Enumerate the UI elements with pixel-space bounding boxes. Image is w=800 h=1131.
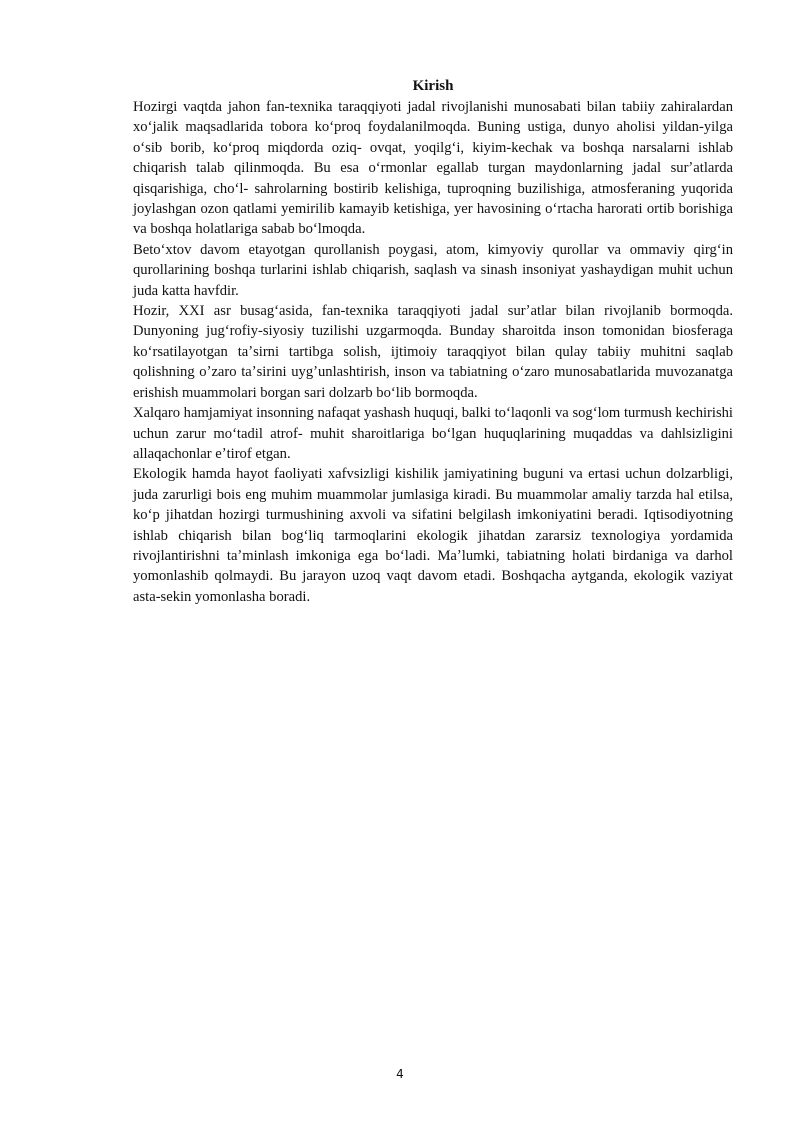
paragraph-2: Betoʻxtov davom etayotgan qurollanish poygasi, atom, kimyoviy qurollar va ommaviy qirgʻin qurollarining boshqa turlarini ishlab chiqarish, saqlash va sinash insoniyat yashaydigan muhit uchun juda katta havfdir. bbox=[133, 241, 733, 299]
paragraph-3: Hozir, XXI asr busagʻasida, fan-texnika taraqqiyoti jadal surʼatlar bilan rivojlanib bormoqda. Dunyoning jugʻrofiy-siyosiy tuzilishi uzgarmoqda. Bunday sharoitda inson tomonidan biosferaga koʻrsatilayotgan taʼsirni tartibga solish, ijtimoiy taraqqiyot bilan qulay tabiiy muhitni saqlab qolishning oʼzaro taʼsirini uygʼunlashtirish, inson va tabiatning oʻzaro munosabatlarida muvozanatga erishish muammolari borgan sari dolzarb boʻlib bormoqda. bbox=[133, 303, 733, 401]
paragraph-5: Ekologik hamda hayot faoliyati xafvsizligi kishilik jamiyatining buguni va ertasi uchun dolzarbligi, juda zarurligi bois eng muhim muammolar jumlasiga kiradi. Bu muammolar amaliy tarzda hal etilsa, koʻp jihatdan hozirgi turmushining axvoli va sifatini belgilash imkoniyatini beradi. Iqtisodiyotning ishlab chiqarish bilan bogʻliq tarmoqlarini ekologik jihatdan zararsiz texnologiya yordamida rivojlantirishni taʼminlash imkoniga ega boʻladi. Maʼlumki, tabiatning holati birdaniga va darhol yomonlashib qolmaydi. Bu jarayon uzoq vaqt davom etadi. Boshqacha aytganda, ekologik vaziyat asta-sekin yomonlasha boradi. bbox=[133, 466, 733, 605]
page-number: 4 bbox=[396, 1067, 404, 1081]
paragraph-1: Hozirgi vaqtda jahon fan-texnika taraqqiyoti jadal rivojlanishi munosabati bilan tabiiy zahiralardan xoʻjalik maqsadlarida tobora koʻproq foydalanilmoqda. Buning ustiga, dunyo aholisi yildan-yilga oʻsib borib, koʻproq miqdorda oziq- ovqat, yoqilgʻi, kiyim-kechak va boshqa narsalarni ishlab chiqarish talab qilinmoqda. Bu esa oʻrmonlar egallab turgan maydonlarning jadal surʼatlarda qisqarishiga, choʻl- sahrolarning bostirib kelishiga, tuproqning buzilishiga, atmosferaning yuqorida joylashgan ozon qatlami yemirilib kamayib ketishiga, yer havosining oʻrtacha harorati ortib borishiga va boshqa holatlariga sabab boʻlmoqda. bbox=[133, 99, 733, 238]
paragraph-4: Xalqaro hamjamiyat insonning nafaqat yashash huquqi, balki toʻlaqonli va sogʻlom turmush kechirishi uchun zarur moʻtadil atrof- muhit sharoitlariga boʻlgan huquqlarining muqaddas va dahlsizligini allaqachonlar eʼtirof etgan. bbox=[133, 405, 733, 462]
section-title: Kirish bbox=[412, 78, 454, 94]
page-content bbox=[133, 76, 733, 607]
